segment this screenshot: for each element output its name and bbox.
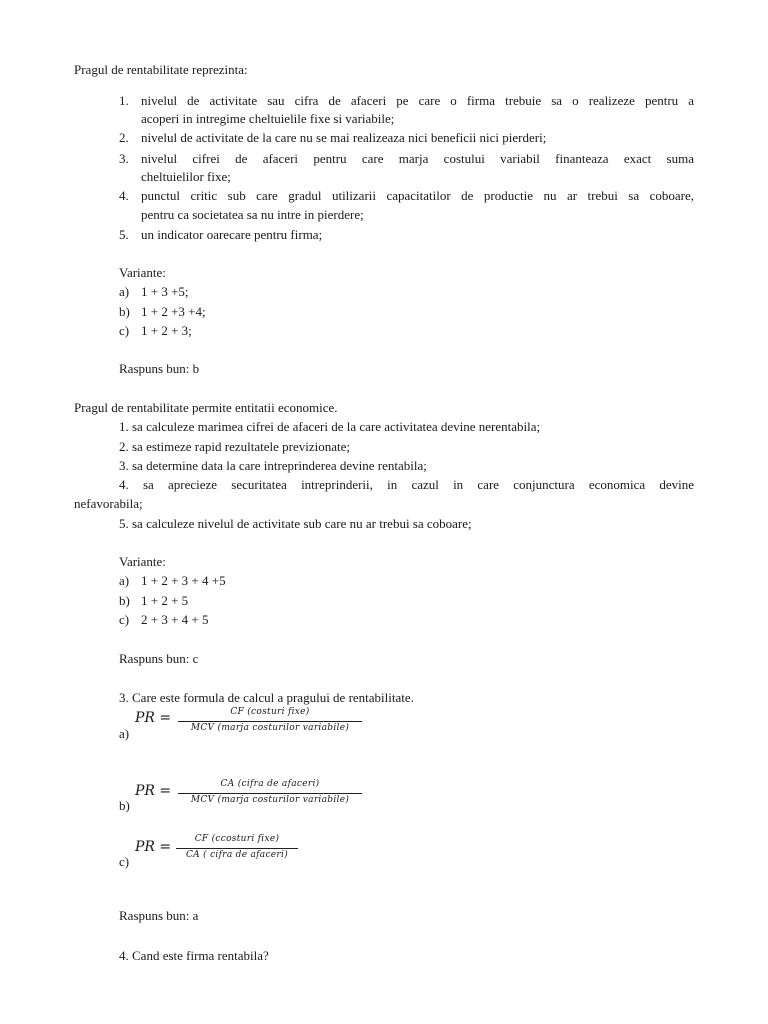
- q2-variant-letter: c): [119, 612, 130, 627]
- q2-variant-text: 1 + 2 + 3 + 4 +5: [141, 573, 226, 588]
- q1-variant-text: 1 + 2 +3 +4;: [141, 304, 206, 319]
- q1-item-text: punctul critic sub care gradul utilizarii capacitatilor de productie nu ar trebui sa coboare,: [141, 188, 694, 203]
- q1-variant-text: 1 + 3 +5;: [141, 284, 189, 299]
- q1-item-text: un indicator oarecare pentru firma;: [141, 227, 323, 242]
- q2-item: 1. sa calculeze marimea cifrei de afaceri de la care activitatea devine nerentabila;: [119, 419, 541, 434]
- q4-title: 4. Cand este firma rentabila?: [119, 948, 269, 963]
- formula-denominator: MCV (marja costurilor variabile): [190, 795, 350, 805]
- q2-variant-text: 2 + 3 + 4 + 5: [141, 612, 209, 627]
- formula-numerator: CF (ccosturi fixe): [194, 834, 280, 844]
- q3-option-letter: b): [119, 798, 130, 813]
- q1-title: Pragul de rentabilitate reprezinta:: [74, 62, 248, 77]
- formula-fraction: [176, 832, 298, 864]
- q1-variant-letter: b): [119, 304, 130, 319]
- formula-numerator: CF (costuri fixe): [230, 707, 310, 717]
- q2-item-cont: nefavorabila;: [74, 496, 143, 511]
- q1-variant-letter: c): [119, 323, 130, 338]
- formula-lhs: PR =: [135, 783, 172, 799]
- fraction-bar: [178, 793, 362, 794]
- formula-lhs: PR =: [135, 839, 172, 855]
- q1-item-number: 1.: [119, 93, 129, 108]
- q1-answer: Raspuns bun: b: [119, 361, 200, 376]
- q1-item-text: nivelul de activitate sau cifra de afaceri pe care o firma trebuie sa o realizeze pentru a: [141, 93, 694, 108]
- q2-item: 3. sa determine data la care intreprinderea devine rentabila;: [119, 458, 427, 473]
- q3-option-letter: a): [119, 726, 130, 741]
- q2-item: 4. sa aprecieze securitatea intreprinderii, in cazul in care conjunctura economica devine: [119, 477, 694, 492]
- q1-item-number: 2.: [119, 130, 129, 145]
- q1-item-text-cont: acoperi in intregime cheltuielile fixe si variabile;: [141, 111, 395, 126]
- q2-answer: Raspuns bun: c: [119, 651, 199, 666]
- formula-denominator: CA ( cifra de afaceri): [185, 850, 289, 860]
- q1-variants-label: Variante:: [119, 265, 166, 280]
- q1-item-number: 5.: [119, 227, 129, 242]
- formula-numerator: CA (cifra de afaceri): [220, 779, 320, 789]
- q1-item-text-cont: pentru ca societatea sa nu intre in pierdere;: [141, 207, 364, 222]
- formula-denominator: MCV (marja costurilor variabile): [190, 723, 350, 733]
- q3-answer: Raspuns bun: a: [119, 908, 199, 923]
- q1-item-text: nivelul cifrei de afaceri pentru care marja costului variabil finanteaza exact suma: [141, 151, 694, 166]
- q1-item-number: 3.: [119, 151, 129, 166]
- q2-item: 5. sa calculeze nivelul de activitate sub care nu ar trebui sa coboare;: [119, 516, 472, 531]
- q2-variant-letter: b): [119, 593, 130, 608]
- q1-variant-letter: a): [119, 284, 130, 299]
- q1-variant-text: 1 + 2 + 3;: [141, 323, 192, 338]
- formula-fraction: [178, 705, 362, 737]
- q1-item-text: nivelul de activitate de la care nu se mai realizeaza nici beneficii nici pierderi;: [141, 130, 547, 145]
- q1-item-number: 4.: [119, 188, 129, 203]
- q2-title: Pragul de rentabilitate permite entitatii economice.: [74, 400, 338, 415]
- q1-item-text-cont: cheltuielilor fixe;: [141, 169, 231, 184]
- q3-title: 3. Care este formula de calcul a pragului de rentabilitate.: [119, 690, 414, 705]
- fraction-bar: [176, 848, 298, 849]
- q2-item: 2. sa estimeze rapid rezultatele previzionate;: [119, 439, 350, 454]
- fraction-bar: [178, 721, 362, 722]
- q2-variant-text: 1 + 2 + 5: [141, 593, 189, 608]
- q2-variants-label: Variante:: [119, 554, 166, 569]
- q3-option-letter: c): [119, 854, 130, 869]
- q2-variant-letter: a): [119, 573, 130, 588]
- formula-fraction: [178, 777, 362, 809]
- formula-lhs: PR =: [135, 710, 172, 726]
